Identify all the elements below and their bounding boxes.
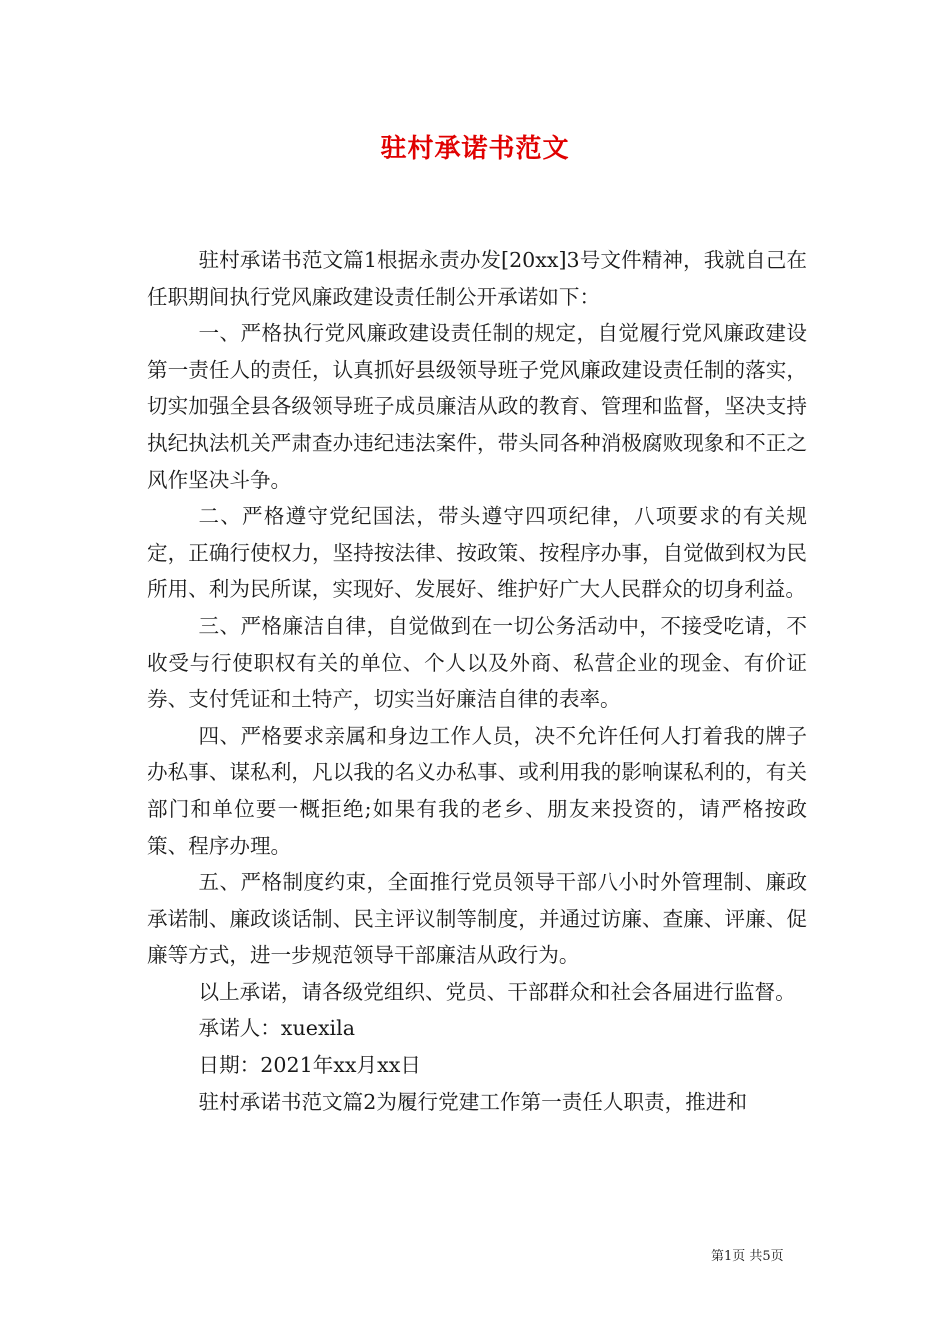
paragraph-item-4: 四、严格要求亲属和身边工作人员，决不允许任何人打着我的牌子办私事、谋私利，凡以我的名义办私事、或利用我的影响谋私利的，有关部门和单位要一概拒绝;如果有我的老乡、朋友来投资的，请严格按政策、程序办理。 [147, 723, 807, 858]
paragraph-item-3: 三、严格廉洁自律，自觉做到在一切公务活动中，不接受吃请，不收受与行使职权有关的单位、个人以及外商、私营企业的现金、有价证券、支付凭证和土特产，切实当好廉洁自律的表率。 [147, 613, 807, 712]
date-line: 日期：2021年xx月xx日 [198, 1053, 421, 1078]
paragraph-closing: 以上承诺，请各级党组织、党员、干部群众和社会各届进行监督。 [198, 979, 796, 1004]
paragraph-intro: 驻村承诺书范文篇1根据永责办发[20xx]3号文件精神，我就自己在任职期间执行党风廉政建设责任制公开承诺如下： [147, 248, 807, 309]
paragraph-item-2: 二、严格遵守党纪国法，带头遵守四项纪律，八项要求的有关规定，正确行使权力，坚持按法律、按政策、按程序办事，自觉做到权为民所用、利为民所谋，实现好、发展好、维护好广大人民群众的切身利益。 [147, 504, 807, 602]
paragraph-next-sample: 驻村承诺书范文篇2为履行党建工作第一责任人职责，推进和 [198, 1089, 748, 1114]
page-number: 第1页 共5页 [711, 1249, 784, 1264]
signatory-line: 承诺人：xuexila [198, 1016, 356, 1041]
paragraph-item-1: 一、严格执行党风廉政建设责任制的规定，自觉履行党风廉政建设第一责任人的责任，认真抓好县级领导班子党风廉政建设责任制的落实，切实加强全县各级领导班子成员廉洁从政的教育、管理和监督，坚决支持执纪执法机关严肃查办违纪违法案件，带头同各种消极腐败现象和不正之风作坚决斗争。 [147, 321, 807, 492]
document-body [147, 242, 807, 1120]
document-title: 驻村承诺书范文 [380, 134, 570, 164]
paragraph-item-5: 五、严格制度约束，全面推行党员领导干部八小时外管理制、廉政承诺制、廉政谈话制、民主评议制等制度，并通过访廉、查廉、评廉、促廉等方式，进一步规范领导干部廉洁从政行为。 [147, 870, 807, 968]
